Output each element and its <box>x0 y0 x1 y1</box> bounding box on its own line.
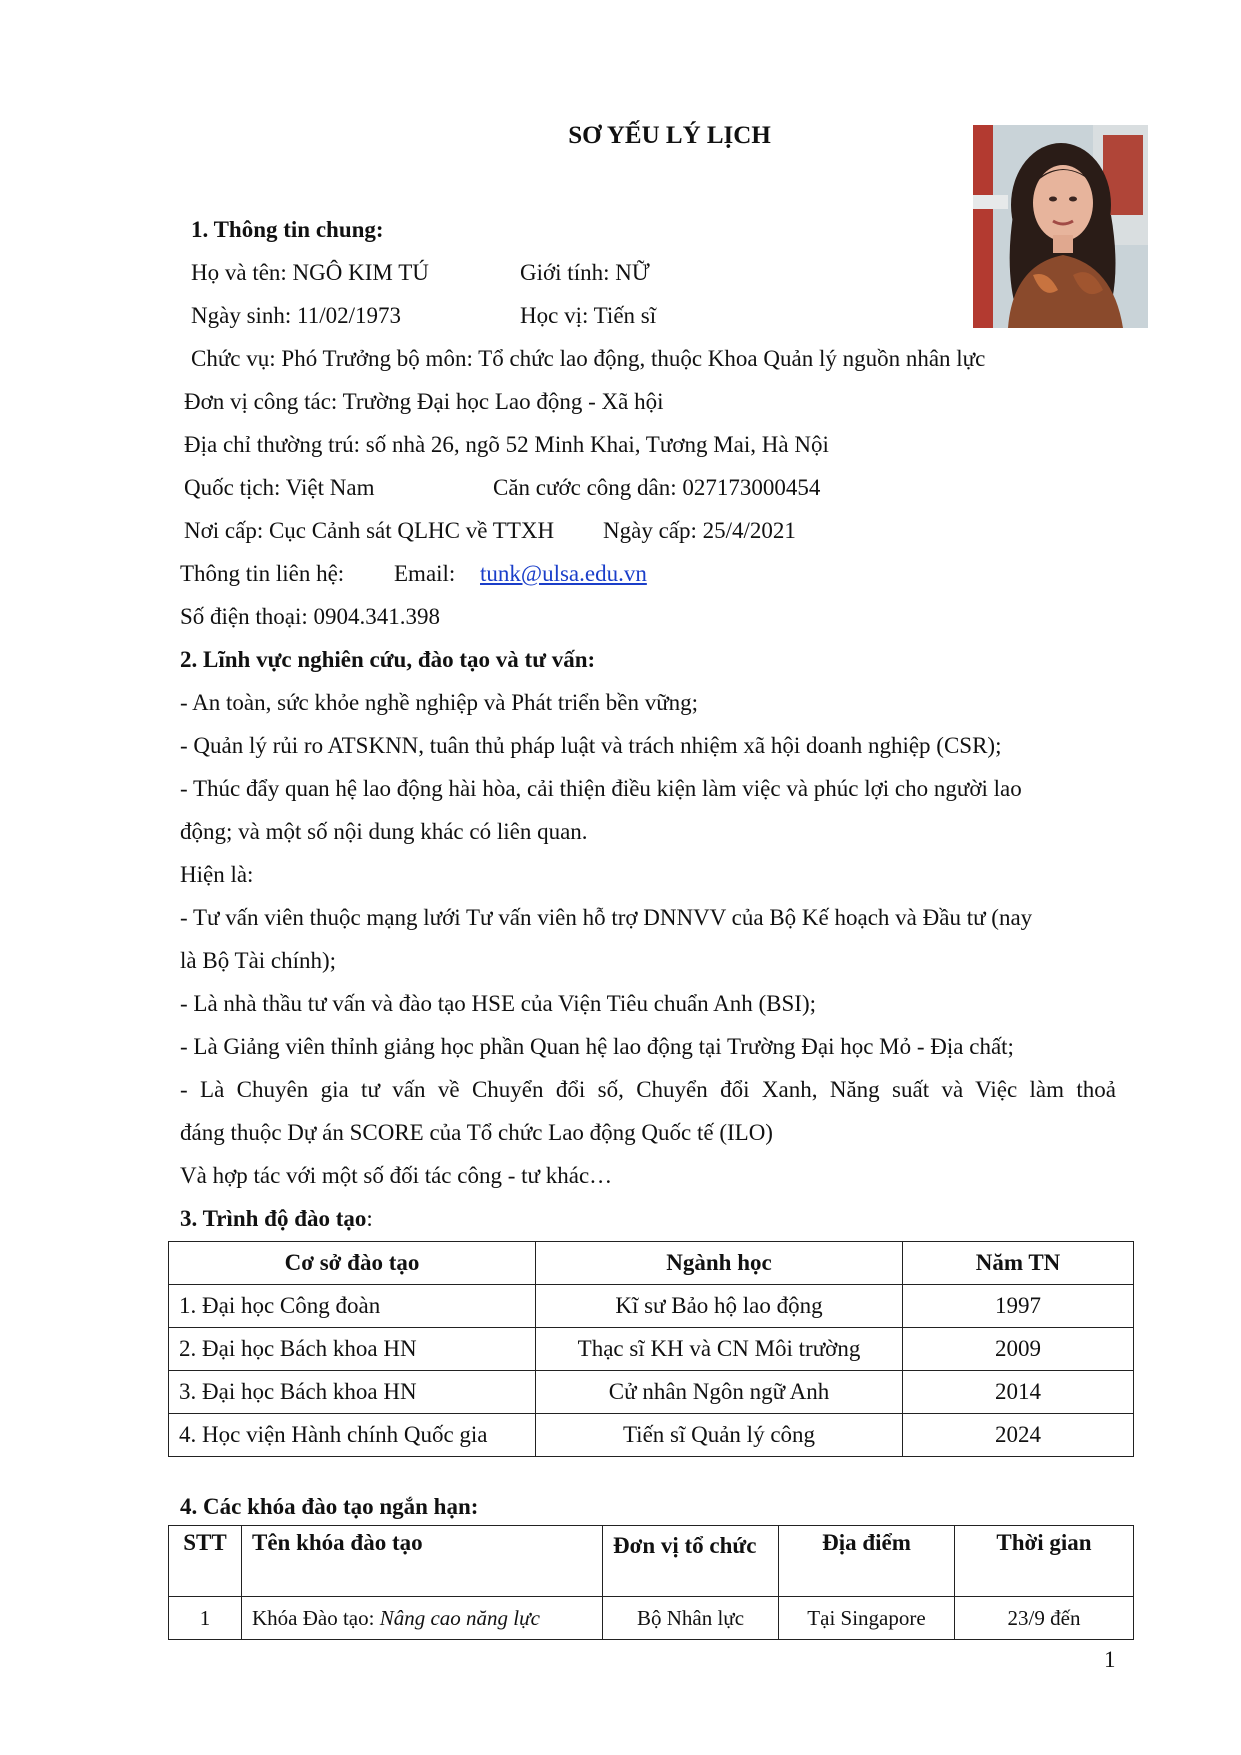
header-location: Địa điểm <box>779 1526 955 1597</box>
table-row <box>169 1328 1134 1371</box>
research-item-3b: động; và một số nội dung khác có liên quan. <box>180 819 588 844</box>
table-row <box>169 1597 1134 1640</box>
course-name-cell <box>242 1597 603 1640</box>
role-item-3: - Là Giảng viên thỉnh giảng học phần Quan hệ lao động tại Trường Đại học Mỏ - Địa chất; <box>180 1034 1014 1059</box>
table-row <box>169 1285 1134 1328</box>
header-organizer: Đơn vị tổ chức <box>603 1526 779 1597</box>
role-item-4b: đáng thuộc Dự án SCORE của Tổ chức Lao động Quốc tế (ILO) <box>180 1120 773 1145</box>
course-name-prefix: Khóa Đào tạo: <box>252 1605 380 1630</box>
email-link[interactable]: tunk@ulsa.edu.vn <box>480 561 647 586</box>
contact-label: Thông tin liên hệ: <box>180 561 345 586</box>
institution-cell: 4. Học viện Hành chính Quốc gia <box>169 1414 536 1457</box>
research-item-3a: - Thúc đẩy quan hệ lao động hài hòa, cải thiện điều kiện làm việc và phúc lợi cho người lao <box>180 776 1022 801</box>
institution-cell: 3. Đại học Bách khoa HN <box>169 1371 536 1414</box>
portrait-image <box>973 125 1148 328</box>
partners-note: Và hợp tác với một số đối tác công - tư khác… <box>180 1163 613 1188</box>
header-stt: STT <box>169 1526 242 1597</box>
time-cell: 23/9 đến <box>955 1597 1134 1640</box>
course-name-italic: Nâng cao năng lực <box>379 1605 540 1630</box>
header-course-name: Tên khóa đào tạo <box>242 1526 603 1597</box>
workplace: Đơn vị công tác: Trường Đại học Lao động - Xã hội <box>184 389 664 414</box>
major-cell: Cử nhân Ngôn ngữ Anh <box>536 1371 903 1414</box>
issued-date: Ngày cấp: 25/4/2021 <box>603 518 796 543</box>
section-1-heading: 1. Thông tin chung: <box>191 217 384 242</box>
short-courses-table <box>168 1525 1134 1640</box>
phone-number: Số điện thoại: 0904.341.398 <box>180 604 441 629</box>
research-item-2: - Quản lý rủi ro ATSKNN, tuân thủ pháp luật và trách nhiệm xã hội doanh nghiệp (CSR); <box>180 733 1002 758</box>
section-4-heading: 4. Các khóa đào tạo ngắn hạn: <box>180 1494 479 1519</box>
header-graduation-year: Năm TN <box>903 1242 1134 1285</box>
page-title: SƠ YẾU LÝ LỊCH <box>568 122 771 149</box>
major-cell: Thạc sĩ KH và CN Môi trường <box>536 1328 903 1371</box>
education-table-header <box>169 1242 1134 1285</box>
email-label: Email: <box>394 561 456 586</box>
year-cell: 2009 <box>903 1328 1134 1371</box>
academic-degree: Học vị: Tiến sĩ <box>520 303 657 328</box>
section-2-heading: 2. Lĩnh vực nghiên cứu, đào tạo và tư vấn: <box>180 647 596 672</box>
year-cell: 1997 <box>903 1285 1134 1328</box>
position: Chức vụ: Phó Trưởng bộ môn: Tổ chức lao động, thuộc Khoa Quản lý nguồn nhân lực <box>191 346 986 371</box>
page-number: 1 <box>1104 1647 1116 1672</box>
portrait-photo <box>973 125 1148 328</box>
organizer-cell: Bộ Nhân lực <box>603 1597 779 1640</box>
institution-cell: 1. Đại học Công đoàn <box>169 1285 536 1328</box>
table-row <box>169 1371 1134 1414</box>
short-courses-header <box>169 1526 1134 1597</box>
header-time: Thời gian <box>955 1526 1134 1597</box>
stt-cell: 1 <box>169 1597 242 1640</box>
institution-cell: 2. Đại học Bách khoa HN <box>169 1328 536 1371</box>
section-3-heading-text: 3. Trình độ đào tạo <box>180 1206 367 1231</box>
major-cell: Tiến sĩ Quản lý công <box>536 1414 903 1457</box>
education-table <box>168 1241 1134 1457</box>
permanent-address: Địa chỉ thường trú: số nhà 26, ngõ 52 Minh Khai, Tương Mai, Hà Nội <box>184 432 829 457</box>
research-item-1: - An toàn, sức khỏe nghề nghiệp và Phát triển bền vững; <box>180 690 699 715</box>
major-cell: Kĩ sư Bảo hộ lao động <box>536 1285 903 1328</box>
id-card-number: Căn cước công dân: 027173000454 <box>493 475 821 500</box>
role-item-4a: - Là Chuyên gia tư vấn về Chuyển đổi số, Chuyển đổi Xanh, Năng suất và Việc làm thoả <box>180 1077 1116 1102</box>
header-institution: Cơ sở đào tạo <box>169 1242 536 1285</box>
header-major: Ngành học <box>536 1242 903 1285</box>
gender: Giới tính: NỮ <box>520 260 650 285</box>
section-3-heading <box>180 1204 373 1234</box>
role-item-2: - Là nhà thầu tư vấn và đào tạo HSE của Viện Tiêu chuẩn Anh (BSI); <box>180 991 817 1016</box>
issued-by: Nơi cấp: Cục Cảnh sát QLHC về TTXH <box>184 518 555 543</box>
role-item-1b: là Bộ Tài chính); <box>180 948 337 973</box>
role-item-1a: - Tư vấn viên thuộc mạng lưới Tư vấn viên hỗ trợ DNNVV của Bộ Kế hoạch và Đầu tư (nay <box>180 905 1033 930</box>
year-cell: 2024 <box>903 1414 1134 1457</box>
current-roles-label: Hiện là: <box>180 862 254 887</box>
nationality: Quốc tịch: Việt Nam <box>184 475 375 500</box>
table-row <box>169 1414 1134 1457</box>
location-cell: Tại Singapore <box>779 1597 955 1640</box>
date-of-birth: Ngày sinh: 11/02/1973 <box>191 303 401 328</box>
section-3-heading-colon: : <box>366 1206 373 1231</box>
year-cell: 2014 <box>903 1371 1134 1414</box>
full-name: Họ và tên: NGÔ KIM TÚ <box>191 260 429 285</box>
